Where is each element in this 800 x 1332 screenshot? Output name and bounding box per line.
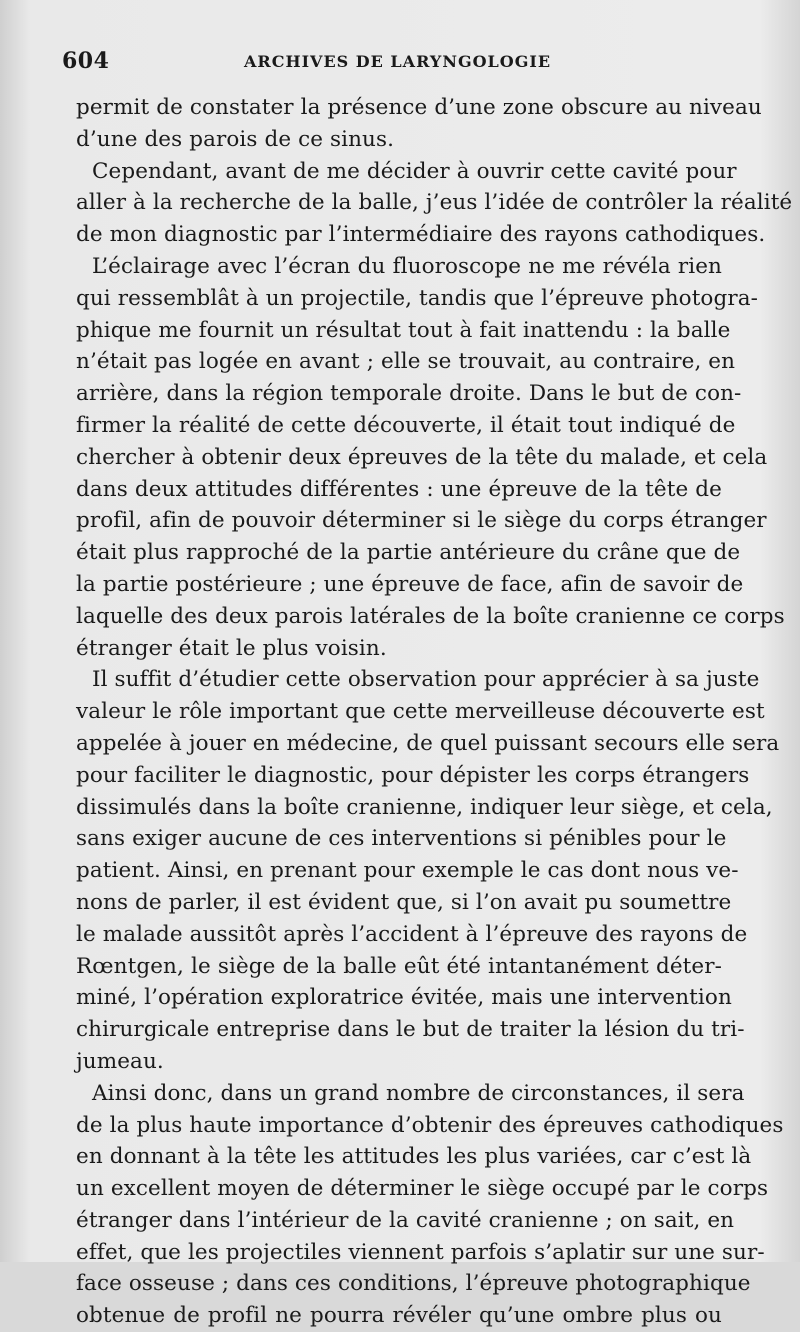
text-line: arrière, dans la région temporale droite. Dans le but de con-	[76, 381, 742, 407]
text-line: chirurgicale entreprise dans le but de traiter la lésion du tri-	[76, 1017, 745, 1043]
text-line: le malade aussitôt après l’accident à l’épreuve des rayons de	[76, 921, 748, 947]
text-line: profil, afin de pouvoir déterminer si le siège du corps étranger	[76, 508, 767, 534]
text-line: permit de constater la présence d’une zone obscure au niveau	[76, 95, 762, 120]
text-line: phique me fournit un résultat tout à fait inattendu : la balle	[76, 317, 731, 343]
text-line: miné, l’opération exploratrice évitée, mais une intervention	[76, 985, 732, 1011]
text-line: était plus rapproché de la partie antérieure du crâne que de	[76, 540, 741, 566]
text-line: valeur le rôle important que cette merveilleuse découverte est	[76, 699, 765, 725]
text-line: d’une des parois de ce sinus.	[76, 126, 395, 152]
text-line: la partie postérieure ; une épreuve de face, afin de savoir de	[76, 571, 744, 597]
text-line: Rœntgen, le siège de la balle eût été intantanément déter-	[76, 953, 722, 979]
text-line: face osseuse ; dans ces conditions, l’épreuve photographique	[76, 1271, 751, 1297]
text-line: firmer la réalité de cette découverte, il était tout indiqué de	[76, 412, 736, 438]
text-line: pour faciliter le diagnostic, pour dépister les corps étrangers	[76, 762, 750, 788]
text-line: chercher à obtenir deux épreuves de la tête du malade, et cela	[76, 444, 768, 470]
text-line: obtenue de profil ne pourra révéler qu’une ombre plus ou	[76, 1303, 722, 1329]
text-line: Il suffit d’étudier cette observation pour apprécier à sa juste	[92, 667, 760, 693]
body-text	[76, 92, 793, 1332]
text-line: de la plus haute importance d’obtenir des épreuves cathodiques	[76, 1112, 784, 1138]
text-line: n’était pas logée en avant ; elle se trouvait, au contraire, en	[76, 349, 736, 375]
page-number: 604	[62, 48, 110, 74]
text-line: Cependant, avant de me décider à ouvrir cette cavité pour	[92, 158, 737, 184]
text-line: étranger dans l’intérieur de la cavité cranienne ; on sait, en	[76, 1207, 735, 1233]
text-line: effet, que les projectiles viennent parfois s’aplatir sur une sur-	[76, 1239, 765, 1265]
text-line: Ainsi donc, dans un grand nombre de circonstances, il sera	[92, 1080, 745, 1106]
text-line: en donnant à la tête les attitudes les plus variées, car c’est là	[76, 1144, 752, 1170]
text-line: L’éclairage avec l’écran du fluoroscope ne me révéla rien	[92, 253, 722, 279]
running-head: ARCHIVES DE LARYNGOLOGIE	[244, 52, 552, 71]
text-line: étranger était le plus voisin.	[76, 635, 387, 661]
text-line: jumeau.	[76, 1048, 164, 1074]
text-line: laquelle des deux parois latérales de la boîte cranienne ce corps	[76, 603, 785, 629]
text-line: nons de parler, il est évident que, si l’on avait pu soumettre	[76, 889, 732, 915]
page-header	[62, 48, 722, 74]
text-line: patient. Ainsi, en prenant pour exemple le cas dont nous ve-	[76, 858, 739, 884]
text-line: aller à la recherche de la balle, j’eus l’idée de contrôler la réalité	[76, 190, 793, 216]
text-line: sans exiger aucune de ces interventions si pénibles pour le	[76, 826, 727, 852]
text-line: dissimulés dans la boîte cranienne, indiquer leur siège, et cela,	[76, 794, 773, 820]
text-line: qui ressemblât à un projectile, tandis que l’épreuve photogra-	[76, 285, 759, 311]
text-line: un excellent moyen de déterminer le siège occupé par le corps	[76, 1176, 769, 1202]
text-line: de mon diagnostic par l’intermédiaire des rayons cathodiques.	[76, 222, 766, 248]
text-line: dans deux attitudes différentes : une épreuve de la tête de	[76, 476, 722, 502]
text-line: appelée à jouer en médecine, de quel puissant secours elle sera	[76, 730, 780, 756]
